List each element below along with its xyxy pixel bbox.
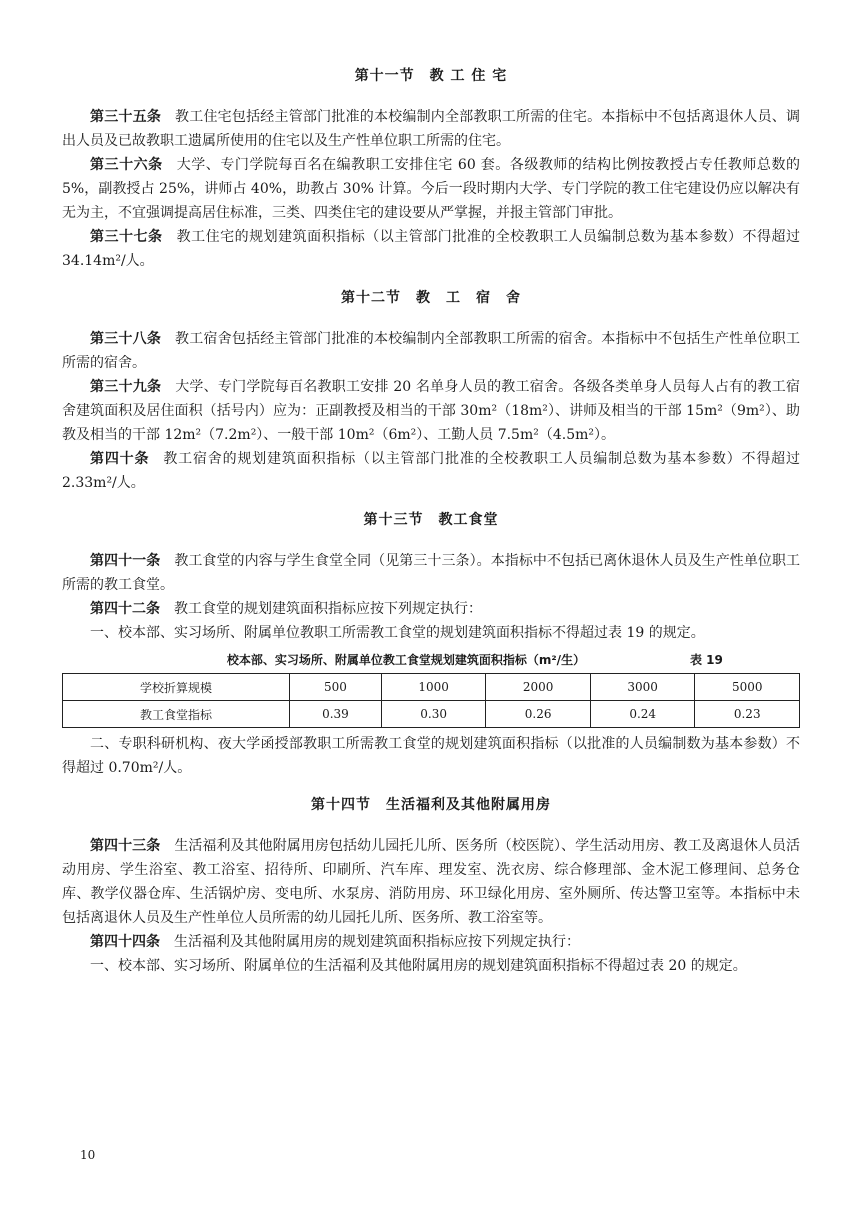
article-38	[62, 327, 800, 375]
table-19-caption: 校本部、实习场所、附属单位教工食堂规划建筑面积指标（m²/生）	[226, 653, 586, 667]
table-row	[63, 674, 800, 701]
article-40-text: 教工宿舍的规划建筑面积指标（以主管部门批准的全校教职工人员编制总数为基本参数）不得超过 2.33m²/人。	[62, 451, 801, 491]
article-37-text: 教工住宅的规划建筑面积指标（以主管部门批准的全校教职工人员编制总数为基本参数）不得超过 34.14m²/人。	[62, 229, 801, 269]
table-cell: 2000	[486, 674, 591, 701]
article-36-number: 第三十六条	[90, 157, 163, 173]
article-37	[62, 225, 800, 273]
table-cell: 5000	[695, 674, 800, 701]
table-cell: 3000	[590, 674, 695, 701]
table-cell: 0.30	[381, 701, 486, 728]
section-14-title: 第十四节 生活福利及其他附属用房	[311, 797, 551, 813]
table-19-caption-row	[62, 651, 800, 669]
article-41-text: 教工食堂的内容与学生食堂全同（见第三十三条）。本指标中不包括已离休退休人员及生产性单位职工所需的教工食堂。	[62, 553, 801, 593]
table-row	[63, 701, 800, 728]
article-37-number: 第三十七条	[90, 229, 163, 245]
article-42-item-2: 二、专职科研机构、夜大学函授部教职工所需教工食堂的规划建筑面积指标（以批准的人员编制数为基本参数）不得超过 0.70m²/人。	[62, 736, 800, 776]
table-cell: 0.24	[590, 701, 695, 728]
article-38-text: 教工宿舍包括经主管部门批准的本校编制内全部教职工所需的宿舍。本指标中不包括生产性单位职工所需的宿舍。	[62, 331, 801, 371]
article-39-text: 大学、专门学院每百名教职工安排 20 名单身人员的教工宿舍。各级各类单身人员每人占有的教工宿舍建筑面积及居住面积（括号内）应为：正副教授及相当的干部 30m²（18m²）、讲师及相当的干部 15m²（9m²）、助教及相当的干部 12m²（7.2m²）、一般干部 10m²（6m²）、工勤人员 7.5m²（4.5m²）。	[62, 379, 801, 443]
article-44-text: 生活福利及其他附属用房的规划建筑面积指标应按下列规定执行：	[174, 934, 580, 950]
article-38-number: 第三十八条	[90, 331, 162, 347]
article-40-number: 第四十条	[90, 451, 150, 467]
table-cell: 0.39	[290, 701, 382, 728]
table-row-label: 学校折算规模	[63, 674, 290, 701]
table-cell: 500	[290, 674, 382, 701]
article-39	[62, 375, 800, 447]
section-11-title: 第十一节 教 工 住 宅	[354, 68, 508, 84]
article-35-text: 教工住宅包括经主管部门批准的本校编制内全部教职工所需的住宅。本指标中不包括离退休人员、调出人员及已故教职工遗属所使用的住宅以及生产性单位职工所需的住宅。	[62, 109, 801, 149]
article-42-item-1: 一、校本部、实习场所、附属单位教职工所需教工食堂的规划建筑面积指标不得超过表 19 的规定。	[90, 625, 705, 641]
page-content	[62, 64, 800, 978]
article-40	[62, 447, 800, 495]
article-36	[62, 153, 800, 225]
table-cell: 0.23	[695, 701, 800, 728]
table-cell: 1000	[381, 674, 486, 701]
section-12-title: 第十二节 教 工 宿 舍	[341, 290, 521, 306]
article-42	[62, 597, 800, 621]
article-35-number: 第三十五条	[90, 109, 162, 125]
section-13-title: 第十三节 教工食堂	[363, 512, 499, 528]
article-43	[62, 834, 800, 930]
article-41	[62, 549, 800, 597]
table-row-label: 教工食堂指标	[63, 701, 290, 728]
article-42-number: 第四十二条	[90, 601, 160, 617]
page-number: 10	[80, 1148, 96, 1162]
article-42-text: 教工食堂的规划建筑面积指标应按下列规定执行：	[174, 601, 482, 617]
article-43-number: 第四十三条	[90, 838, 161, 854]
table-19-number: 表 19	[690, 653, 723, 667]
article-44-item-1: 一、校本部、实习场所、附属单位的生活福利及其他附属用房的规划建筑面积指标不得超过表 20 的规定。	[90, 958, 747, 974]
article-44-number: 第四十四条	[90, 934, 160, 950]
table-cell: 0.26	[486, 701, 591, 728]
article-35	[62, 105, 800, 153]
article-44	[62, 930, 800, 954]
article-41-number: 第四十一条	[90, 553, 161, 569]
table-19	[62, 673, 800, 728]
article-43-text: 生活福利及其他附属用房包括幼儿园托儿所、医务所（校医院）、学生活动用房、教工及离退休人员活动用房、学生浴室、教工浴室、招待所、印刷所、汽车库、理发室、洗衣房、综合修理部、金木泥工修理间、总务仓库、教学仪器仓库、生活锅炉房、变电所、水泵房、消防用房、环卫绿化用房、室外厕所、传达警卫室等。本指标中未包括离退休人员及生产性单位人员所需的幼儿园托儿所、医务所、教工浴室等。	[62, 838, 801, 926]
article-36-text: 大学、专门学院每百名在编教职工安排住宅 60 套。各级教师的结构比例按教授占专任教师总数的 5%，副教授占 25%，讲师占 40%，助教占 30% 计算。今后一段时期内大学、专门学院的教工住宅建设仍应以解决有无为主，不宜强调提高居住标准，三类、四类住宅的建设要从严掌握，并报主管部门审批。	[62, 157, 801, 221]
article-39-number: 第三十九条	[90, 379, 162, 395]
